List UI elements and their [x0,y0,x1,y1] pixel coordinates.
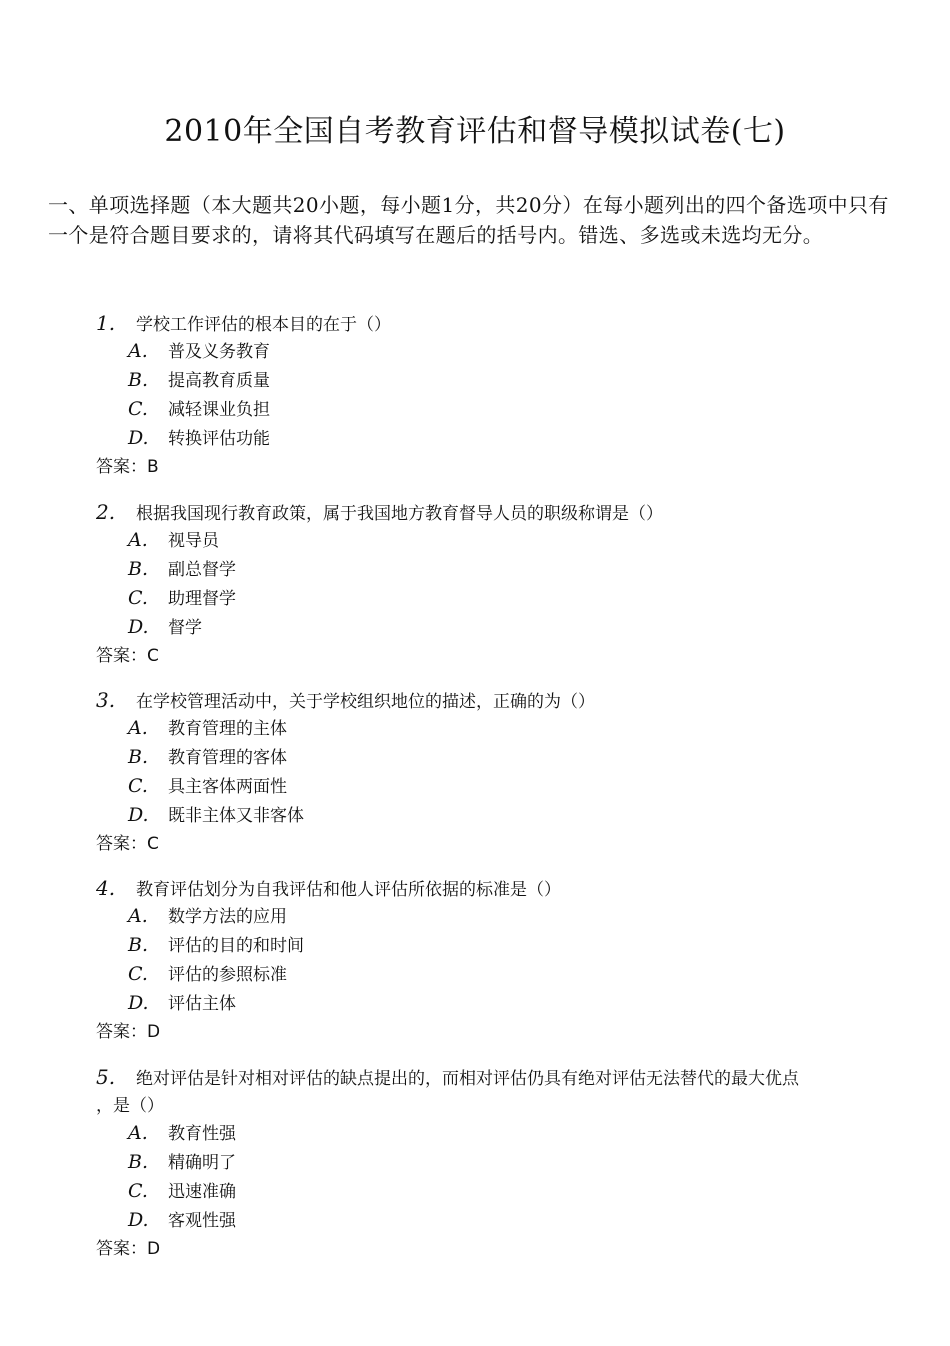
answer-line: 答案：C [96,646,159,666]
option-c [128,396,270,422]
option-letter: D. [128,616,149,638]
question-number: 3. [96,688,116,712]
option-text: 评估主体 [168,994,236,1014]
question-stem [96,877,896,901]
option-letter: D. [128,427,149,449]
option-c [128,1178,236,1204]
option-b [128,744,287,770]
option-c [128,961,287,987]
option-text: 提高教育质量 [168,371,270,391]
option-text: 具主客体两面性 [168,777,287,797]
option-letter: C. [128,775,148,797]
option-letter: D. [128,992,149,1014]
answer-line: 答案：D [96,1022,161,1042]
question-number: 4. [96,876,116,900]
answer-line: 答案：D [96,1239,161,1259]
option-letter: C. [128,587,148,609]
option-letter: B. [128,934,149,956]
option-text: 减轻课业负担 [168,400,270,420]
option-text: 迅速准确 [168,1182,236,1202]
page-title: 2010年全国自考教育评估和督导模拟试卷(七) [164,114,786,149]
option-letter: A. [128,529,148,551]
question-text: 根据我国现行教育政策，属于我国地方教育督导人员的职级称谓是（） [136,504,663,524]
question-text: 学校工作评估的根本目的在于（） [136,315,391,335]
option-a [128,527,219,553]
question-stem [96,689,896,713]
option-letter: B. [128,1151,149,1173]
option-text: 精确明了 [168,1153,236,1173]
question-number: 1. [96,311,116,335]
question-text: 教育评估划分为自我评估和他人评估所依据的标准是（） [136,880,561,900]
option-text: 普及义务教育 [168,342,270,362]
option-a [128,1120,236,1146]
question-text-continuation: ，是（） [96,1096,164,1116]
option-text: 教育管理的主体 [168,719,287,739]
option-text: 教育性强 [168,1124,236,1144]
option-letter: B. [128,558,149,580]
option-letter: D. [128,1209,149,1231]
option-letter: A. [128,905,148,927]
option-a [128,903,287,929]
option-letter: B. [128,369,149,391]
option-letter: B. [128,746,149,768]
question-number: 5. [96,1065,116,1089]
option-text: 评估的参照标准 [168,965,287,985]
option-d [128,614,202,640]
option-text: 数学方法的应用 [168,907,287,927]
answer-line: 答案：B [96,457,159,477]
option-text: 客观性强 [168,1211,236,1231]
question-stem [96,501,896,525]
option-letter: A. [128,717,148,739]
option-d [128,1207,236,1233]
option-c [128,585,236,611]
option-d [128,425,270,451]
option-d [128,802,304,828]
option-text: 教育管理的客体 [168,748,287,768]
option-letter: D. [128,804,149,826]
question-stem [96,312,896,336]
option-text: 既非主体又非客体 [168,806,304,826]
answer-line: 答案：C [96,834,159,854]
option-b [128,556,236,582]
option-letter: A. [128,340,148,362]
option-letter: C. [128,398,148,420]
question-text: 在学校管理活动中，关于学校组织地位的描述，正确的为（） [136,692,595,712]
option-letter: C. [128,1180,148,1202]
option-letter: A. [128,1122,148,1144]
option-text: 督学 [168,618,202,638]
option-text: 视导员 [168,531,219,551]
section-instructions: 一、单项选择题（本大题共20小题，每小题1分，共20分）在每小题列出的四个备选项中只有一个是符合题目要求的，请将其代码填写在题后的括号内。错选、多选或未选均无分。 [48,193,889,247]
option-text: 副总督学 [168,560,236,580]
option-a [128,715,287,741]
question-text: 绝对评估是针对相对评估的缺点提出的，而相对评估仍具有绝对评估无法替代的最大优点 [136,1069,799,1089]
option-text: 助理督学 [168,589,236,609]
option-letter: C. [128,963,148,985]
option-text: 评估的目的和时间 [168,936,304,956]
option-text: 转换评估功能 [168,429,270,449]
question-number: 2. [96,500,116,524]
question-stem [96,1066,896,1090]
option-b [128,1149,236,1175]
option-b [128,367,270,393]
option-d [128,990,236,1016]
option-c [128,773,287,799]
option-b [128,932,304,958]
option-a [128,338,270,364]
